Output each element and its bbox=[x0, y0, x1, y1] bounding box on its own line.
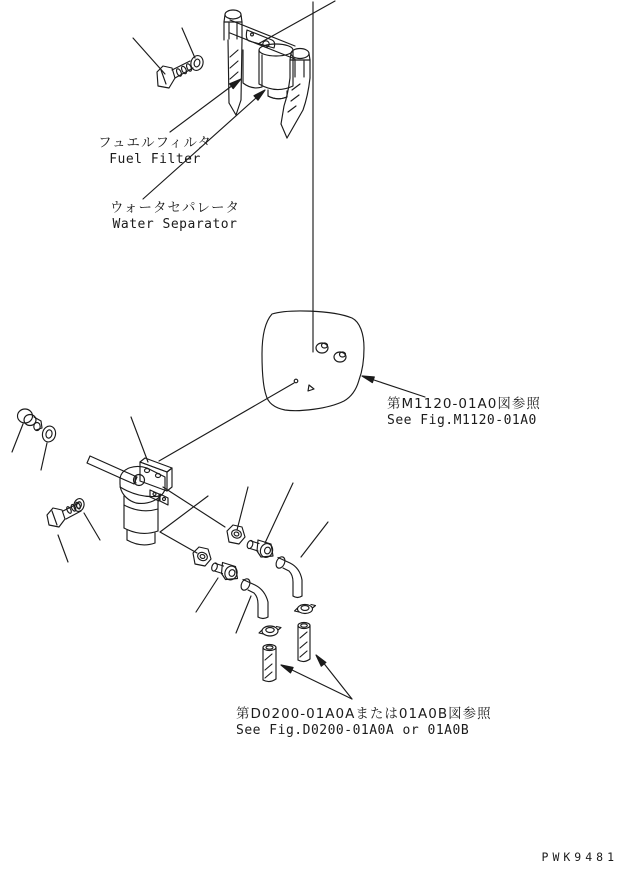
bracket-leader bbox=[131, 417, 148, 462]
mounting-plate bbox=[159, 311, 425, 461]
separator-bracket bbox=[140, 458, 172, 491]
fuel-filter-label-en: Fuel Filter bbox=[109, 151, 201, 167]
line-fittings bbox=[160, 483, 352, 699]
ref-d0200-label-jp: 第D0200-01A0Aまたは01A0B図参照 bbox=[236, 706, 492, 722]
hose-clamp-right bbox=[295, 605, 316, 614]
filter-hose-left bbox=[224, 10, 242, 115]
plate-hole-mark bbox=[294, 379, 298, 383]
union-nut-2 bbox=[193, 547, 211, 566]
hose-clamp-left bbox=[259, 626, 281, 636]
locating-lines bbox=[258, 1, 335, 352]
tube-right bbox=[298, 623, 310, 662]
elbow-fitting bbox=[12, 409, 42, 452]
water-separator-label-en: Water Separator bbox=[112, 216, 238, 232]
separator-body bbox=[120, 466, 168, 544]
ref-m1120-leader bbox=[362, 376, 425, 397]
ref-m1120-label bbox=[387, 396, 541, 429]
fuel-filter-label-jp: フュエルフィルタ bbox=[98, 135, 212, 151]
ref-m1120-label-en: See Fig.M1120-01A0 bbox=[387, 412, 537, 428]
plate-to-bracket-leader bbox=[159, 383, 294, 461]
plate-tab-mark bbox=[308, 385, 314, 391]
separator-washer-2 bbox=[73, 498, 100, 540]
ref-d0200-leaders bbox=[281, 655, 352, 699]
hose-nipple-1 bbox=[246, 540, 274, 559]
ref-d0200-label bbox=[236, 706, 492, 739]
separator-washer bbox=[41, 425, 57, 470]
water-separator-label bbox=[100, 200, 250, 233]
tube-left bbox=[263, 645, 276, 682]
plate-fittings bbox=[316, 343, 346, 362]
union-nut-1 bbox=[227, 525, 245, 544]
figure-code: PWK9481 bbox=[541, 850, 618, 864]
mounting-bolt bbox=[157, 61, 193, 88]
elbow-hose-left bbox=[239, 577, 268, 618]
hose-nipple-2 bbox=[211, 562, 239, 581]
separator-assembly bbox=[12, 409, 172, 562]
ref-d0200-label-en: See Fig.D0200-01A0A or 01A0B bbox=[236, 722, 470, 738]
water-separator-label-jp: ウォータセパレータ bbox=[110, 200, 240, 216]
leader-lines-top-left bbox=[133, 28, 195, 74]
separator-bar bbox=[87, 456, 137, 484]
filter-hose-right bbox=[281, 49, 310, 139]
fuel-filter-label bbox=[96, 135, 214, 168]
top-assembly bbox=[133, 1, 335, 352]
elbow-hose-right bbox=[274, 555, 302, 597]
ref-m1120-label-jp: 第M1120-01A0図参照 bbox=[387, 396, 541, 412]
